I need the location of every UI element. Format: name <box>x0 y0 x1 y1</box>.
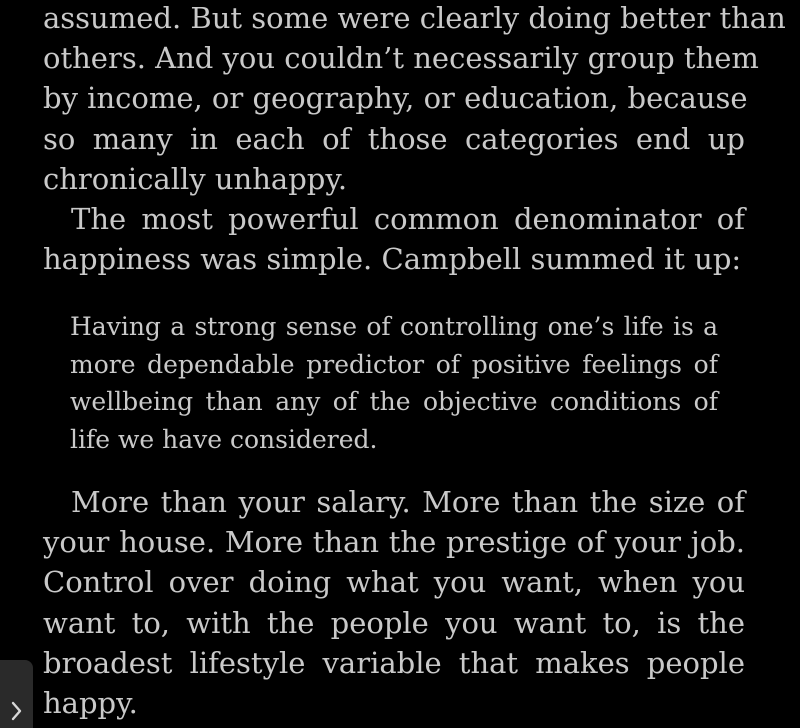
text-line: happy. <box>43 686 138 721</box>
text-line: your house. More than the prestige of your job. <box>43 525 745 560</box>
text-line: happiness was simple. Campbell summed it up: <box>43 242 742 277</box>
text-line: want to, with the people you want to, is the <box>43 605 745 640</box>
paragraph-3 <box>43 482 745 723</box>
quote-line: Having a strong sense of controlling one’s life is a <box>70 312 718 341</box>
back-tab-button[interactable] <box>0 660 33 728</box>
text-line: so many in each of those categories end up <box>43 121 745 156</box>
text-line: chronically unhappy. <box>43 161 348 196</box>
chevron-icon <box>10 700 24 722</box>
quote-line: more dependable predictor of positive feelings of <box>70 349 718 379</box>
block-quote <box>70 308 718 459</box>
text-line: broadest lifestyle variable that makes people <box>43 645 745 680</box>
text-line: More than your salary. More than the size of <box>71 485 745 519</box>
paragraph-1 <box>43 0 786 199</box>
text-line: by income, or geography, or education, because <box>43 81 748 116</box>
text-line: others. And you couldn’t necessarily group them <box>43 41 759 76</box>
text-line: The most powerful common denominator of <box>71 202 745 236</box>
quote-line: wellbeing than any of the objective conditions of <box>70 387 718 417</box>
text-line: Control over doing what you want, when you <box>43 565 745 600</box>
paragraph-2 <box>43 199 745 279</box>
quote-line: life we have considered. <box>70 425 378 455</box>
text-line: assumed. But some were clearly doing better than <box>43 1 786 35</box>
